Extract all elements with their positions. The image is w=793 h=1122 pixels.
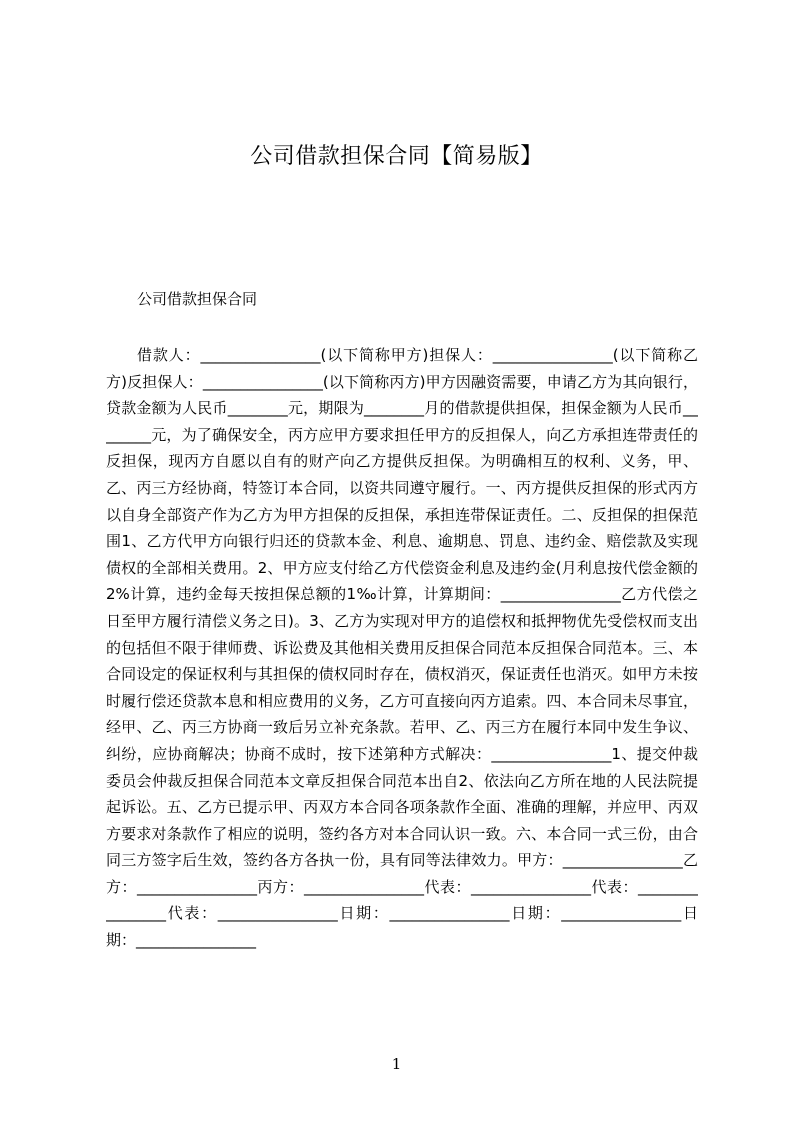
contract-body: 借款人：________________(以下简称甲方)担保人：________________(以下简称乙方)反担保人：________________(以下简称丙方)甲方因融资需要，申请乙方为其向银行，贷款金额为人民币________元，期限为________月的借款提供担保，担保金额为人民币________元，为了确保安全，丙方应甲方要求担任甲方的反担保人，向乙方承担连带责任的反担保，现丙方自愿以自有的财产向乙方提供反担保。为明确相互的权利、义务，甲、乙、丙三方经协商，特签订本合同，以资共同遵守履行。一、丙方提供反担保的形式丙方以自身全部资产作为乙方为甲方担保的反担保，承担连带保证责任。二、反担保的担保范围1、乙方代甲方向银行归还的贷款本金、利息、逾期息、罚息、违约金、赔偿款及实现债权的全部相关费用。2、甲方应支付给乙方代偿资金利息及违约金(月利息按代偿金额的2%计算，违约金每天按担保总额的1‰计算，计算期间：________________乙方代偿之日至甲方履行清偿义务之日)。3、乙方为实现对甲方的追偿权和抵押物优先受偿权而支出的包括但不限于律师费、诉讼费及其他相关费用反担保合同范本反担保合同范本。三、本合同设定的保证权利与其担保的债权同时存在，债权消灭，保证责任也消灭。如甲方未按时履行偿还贷款本息和相应费用的义务，乙方可直接向丙方追索。四、本合同未尽事宜，经甲、乙、丙三方协商一致后另立补充条款。若甲、乙、丙三方在履行本同中发生争议、纠纷，应协商解决；协商不成时，按下述第种方式解决：________________1、提交仲裁委员会仲裁反担保合同范本文章反担保合同范本出自2、依法向乙方所在地的人民法院提起诉讼。五、乙方已提示甲、丙双方本合同各项条款作全面、准确的理解，并应甲、丙双方要求对条款作了相应的说明，签约各方对本合同认识一致。六、本合同一式三份，由合同三方签字后生效，签约各方各执一份，具有同等法律效力。甲方：________________乙方：________________丙方：________________代表：________________代表：________________代表：________________日期：________________日期：________________日期：________________ [106, 346, 698, 950]
document-title: 公司借款担保合同【简易版】 [250, 144, 543, 169]
document-subtitle: 公司借款担保合同 [137, 290, 258, 308]
page-number: 1 [391, 1055, 402, 1073]
